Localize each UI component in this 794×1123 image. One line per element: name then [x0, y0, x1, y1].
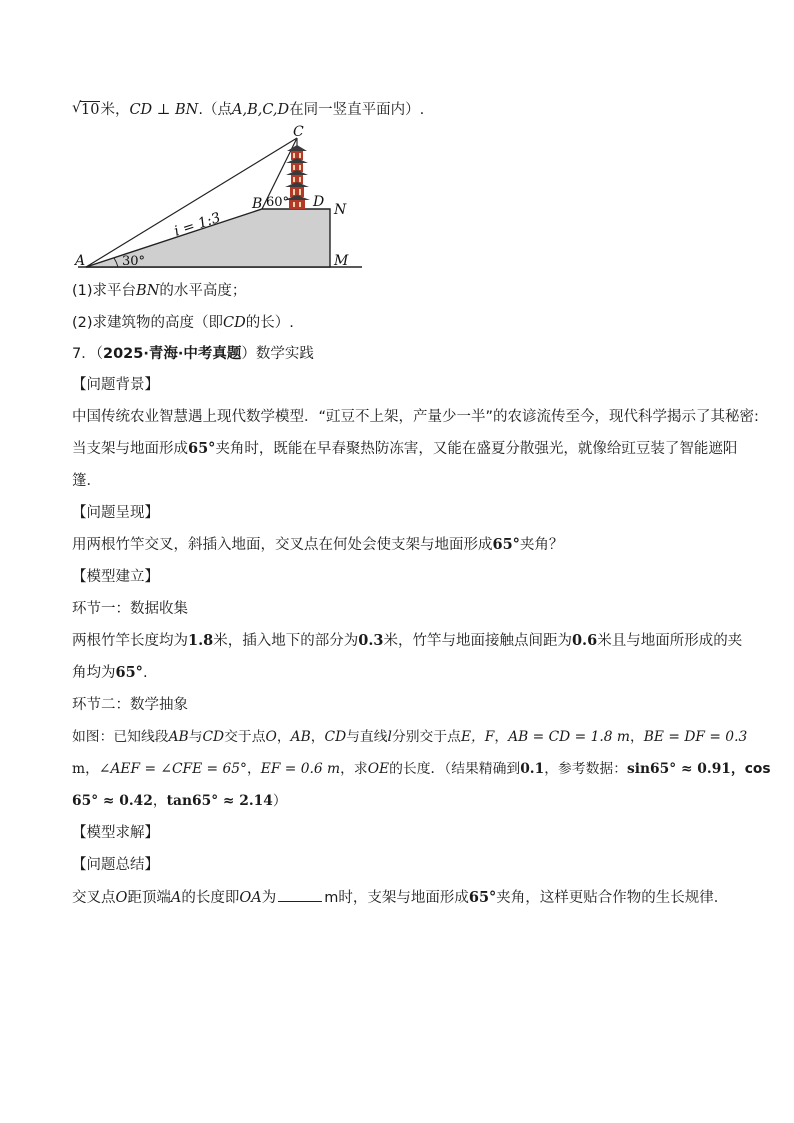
present-line: 用两根竹竿交叉，斜插入地面，交叉点在何处会使支架与地面形成65°夹角？ [72, 536, 564, 553]
label-d: D [313, 194, 325, 210]
label-n: N [334, 202, 347, 218]
summary-heading: 【问题总结】 [72, 857, 159, 873]
label-c: C [293, 124, 304, 140]
sqrt-expression: √ 10 [72, 100, 100, 118]
step1-title: 环节一：数据收集 [72, 601, 188, 617]
background-line-2: 当支架与地面形成65°夹角时，既能在早春聚热防冻害，又能在盛夏分散强光，就像给豇豆装了智能遮阳 [72, 440, 738, 457]
problem-7-header: 7．（2025·青海·中考真题）数学实践 [72, 346, 314, 362]
label-angle-b: 60° [266, 195, 290, 210]
step2-line-1: 如图：已知线段AB与CD交于点O，AB，CD与直线l分别交于点E，F，AB = CD = 1.8 m，BE = DF = 0.3 [72, 729, 748, 745]
question-1: (1)求平台BN的水平高度； [72, 283, 247, 299]
step1-line-1: 两根竹竿长度均为1.8米，插入地下的部分为0.3米，竹竿与地面接触点间距为0.6米且与地面所形成的夹 [72, 632, 743, 649]
step2-title: 环节二：数学抽象 [72, 697, 188, 713]
answer-blank[interactable] [278, 887, 322, 902]
label-a: A [75, 253, 86, 269]
summary-line: 交叉点O距顶端A的长度即OA为 m时，支架与地面形成65°夹角，这样更贴合作物的生长规律． [72, 889, 729, 906]
step1-line-2: 角均为65°. [72, 664, 148, 681]
background-line-3: 篷． [72, 473, 101, 489]
step2-line-3: 65° ≈ 0.42，tan65° ≈ 2.14） [72, 793, 287, 809]
label-b: B [252, 196, 263, 212]
label-slope: i = 1:3 [172, 209, 223, 240]
present-heading: 【问题呈现】 [72, 505, 159, 521]
background-line-1: 中国传统农业智慧遇上现代数学模型．“豇豆不上架，产量少一半”的农谚流传至今，现代科学揭示了其秘密: [72, 409, 759, 425]
geometry-figure [72, 124, 372, 274]
label-m: M [334, 253, 349, 269]
label-angle-a: 30° [122, 254, 146, 269]
model-heading: 【模型建立】 [72, 569, 159, 585]
background-heading: 【问题背景】 [72, 377, 159, 393]
solve-heading: 【模型求解】 [72, 825, 159, 841]
question-2: (2)求建筑物的高度（即CD的长）. [72, 315, 294, 331]
step2-line-2: m，∠AEF = ∠CFE = 65°，EF = 0.6 m，求OE的长度．（结果精确到0.1，参考数据：sin65° ≈ 0.91，cos [72, 761, 771, 777]
intro-line: √ 10米，CD ⊥ BN.（点A,B,C,D在同一竖直平面内）. [72, 100, 425, 118]
